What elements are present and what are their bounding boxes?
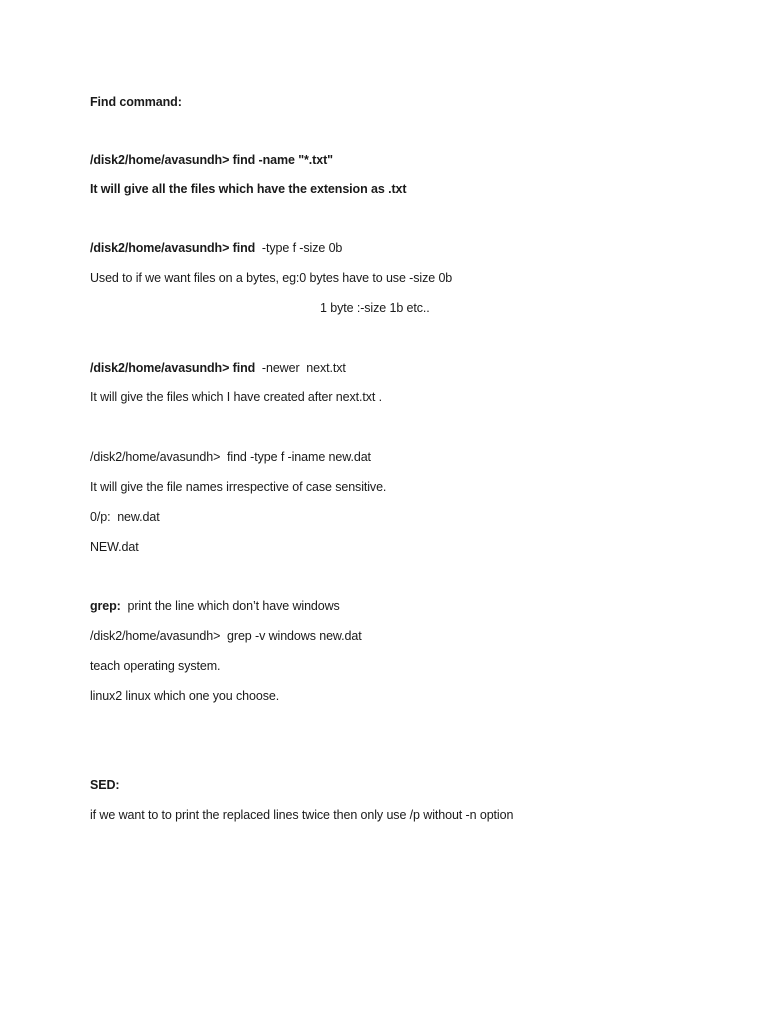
grep-output-line-1: teach operating system. <box>90 659 221 673</box>
find-size-command-suffix: -type f -size 0b <box>255 241 343 255</box>
find-command-heading: Find command: <box>90 95 182 109</box>
find-size-description-2: 1 byte :-size 1b etc.. <box>320 301 430 315</box>
find-newer-command-prefix: /disk2/home/avasundh> find <box>90 361 256 375</box>
find-iname-output-2: NEW.dat <box>90 540 139 554</box>
find-iname-output-1: 0/p: new.dat <box>90 510 160 524</box>
find-iname-command: /disk2/home/avasundh> find -type f -iname new.dat <box>90 450 371 464</box>
grep-command: /disk2/home/avasundh> grep -v windows new.dat <box>90 629 362 643</box>
find-name-command: /disk2/home/avasundh> find -name "*.txt" <box>90 153 333 167</box>
find-newer-description: It will give the files which I have created after next.txt . <box>90 390 383 404</box>
find-newer-command <box>90 360 346 376</box>
grep-output-line-2: linux2 linux which one you choose. <box>90 689 280 703</box>
find-size-command <box>90 240 342 256</box>
grep-label: grep: <box>90 599 121 613</box>
find-name-description: It will give all the files which have the extension as .txt <box>90 182 407 196</box>
find-iname-description: It will give the file names irrespective of case sensitive. <box>90 480 387 494</box>
sed-description: if we want to to print the replaced lines twice then only use /p without -n option <box>90 808 514 822</box>
grep-label-description: print the line which don’t have windows <box>120 599 340 613</box>
find-size-command-prefix: /disk2/home/avasundh> find <box>90 241 256 255</box>
find-newer-command-suffix: -newer next.txt <box>255 361 346 375</box>
grep-heading <box>90 598 340 614</box>
find-size-description: Used to if we want files on a bytes, eg:0 bytes have to use -size 0b <box>90 271 453 285</box>
sed-heading: SED: <box>90 778 120 792</box>
